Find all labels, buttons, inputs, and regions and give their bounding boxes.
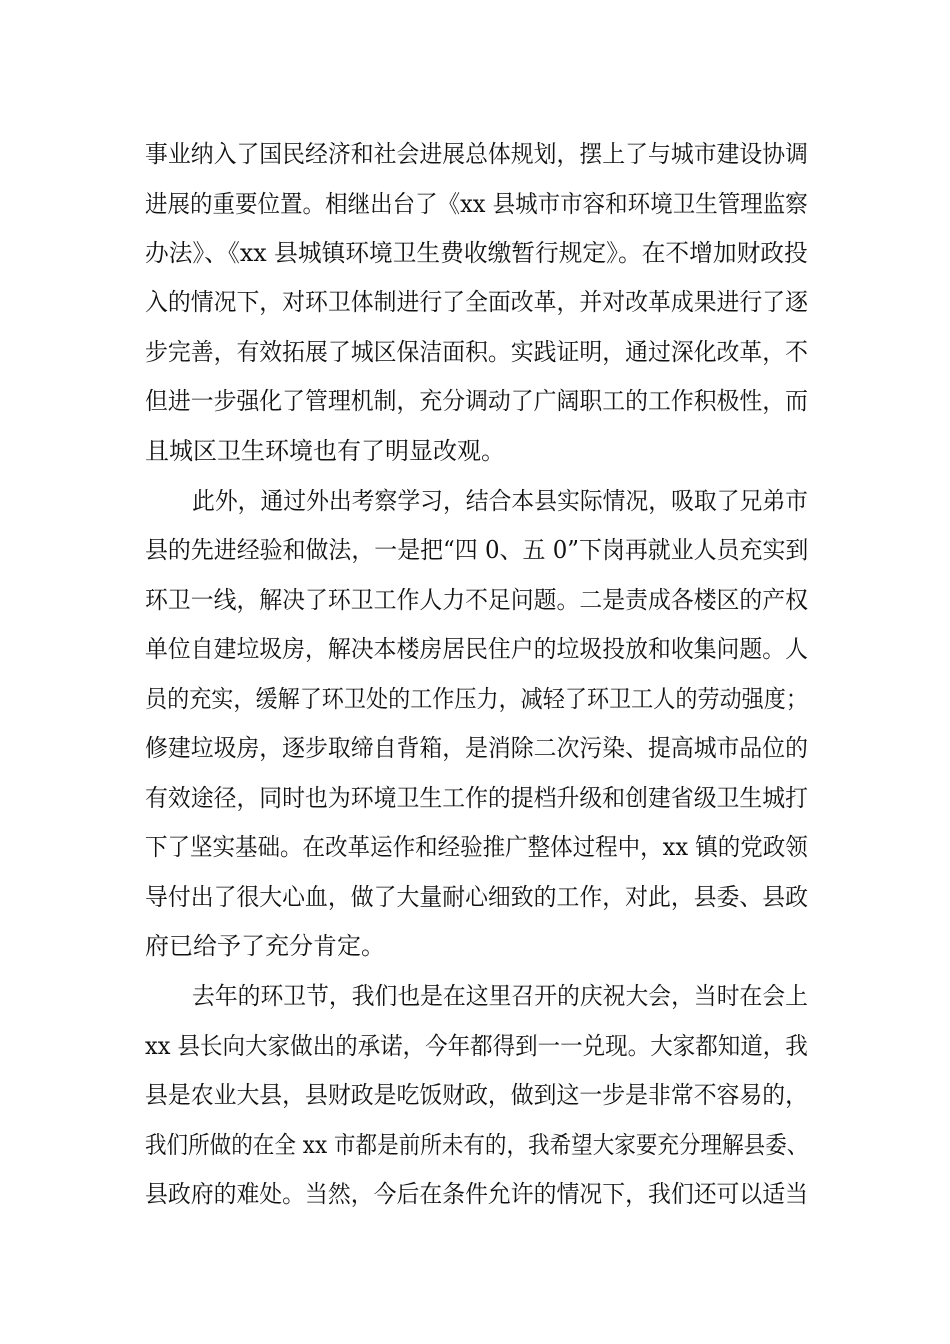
text-line: 我们所做的在全 xx 市都是前所未有的，我希望大家要充分理解县委、	[145, 1131, 809, 1159]
text-line: 事业纳入了国民经济和社会进展总体规划，摆上了与城市建设协调	[145, 140, 809, 168]
text-line: 修建垃圾房，逐步取缔自背箱，是消除二次污染、提高城市品位的	[145, 734, 809, 762]
text-line: 员的充实，缓解了环卫处的工作压力，减轻了环卫工人的劳动强度；	[145, 685, 808, 713]
text-line: xx 县长向大家做出的承诺，今年都得到一一兑现。大家都知道，我	[145, 1032, 808, 1060]
text-line: 去年的环卫节，我们也是在这里召开的庆祝大会，当时在会上	[192, 982, 808, 1010]
text-line: 县政府的难处。当然，今后在条件允许的情况下，我们还可以适当	[145, 1180, 809, 1208]
text-line: 有效途径，同时也为环境卫生工作的提档升级和创建省级卫生城打	[145, 784, 809, 812]
text-line: 下了坚实基础。在改革运作和经验推广整体过程中，xx 镇的党政领	[145, 833, 808, 861]
text-line: 但进一步强化了管理机制，充分调动了广阔职工的工作积极性，而	[145, 387, 809, 415]
text-line: 县的先进经验和做法，一是把“四 0、五 0”下岗再就业人员充实到	[145, 536, 809, 564]
text-line: 办法》、《xx 县城镇环境卫生费收缴暂行规定》。在不增加财政投	[145, 239, 808, 267]
text-line: 县是农业大县，县财政是吃饭财政，做到这一步是非常不容易的，	[145, 1081, 809, 1109]
text-line: 府已给予了充分肯定。	[145, 932, 385, 960]
text-line: 此外，通过外出考察学习，结合本县实际情况，吸取了兄弟市	[192, 487, 808, 515]
text-line: 导付出了很大心血，做了大量耐心细致的工作，对此，县委、县政	[145, 883, 809, 911]
text-line: 入的情况下，对环卫体制进行了全面改革，并对改革成果进行了逐	[145, 288, 809, 316]
text-line: 步完善，有效拓展了城区保洁面积。实践证明，通过深化改革，不	[145, 338, 809, 366]
text-line: 环卫一线，解决了环卫工作人力不足问题。二是责成各楼区的产权	[145, 586, 809, 614]
text-line: 进展的重要位置。相继出台了《xx 县城市市容和环境卫生管理监察	[145, 190, 808, 218]
text-line: 单位自建垃圾房，解决本楼房居民住户的垃圾投放和收集问题。人	[145, 635, 809, 663]
text-line: 且城区卫生环境也有了明显改观。	[145, 437, 505, 465]
